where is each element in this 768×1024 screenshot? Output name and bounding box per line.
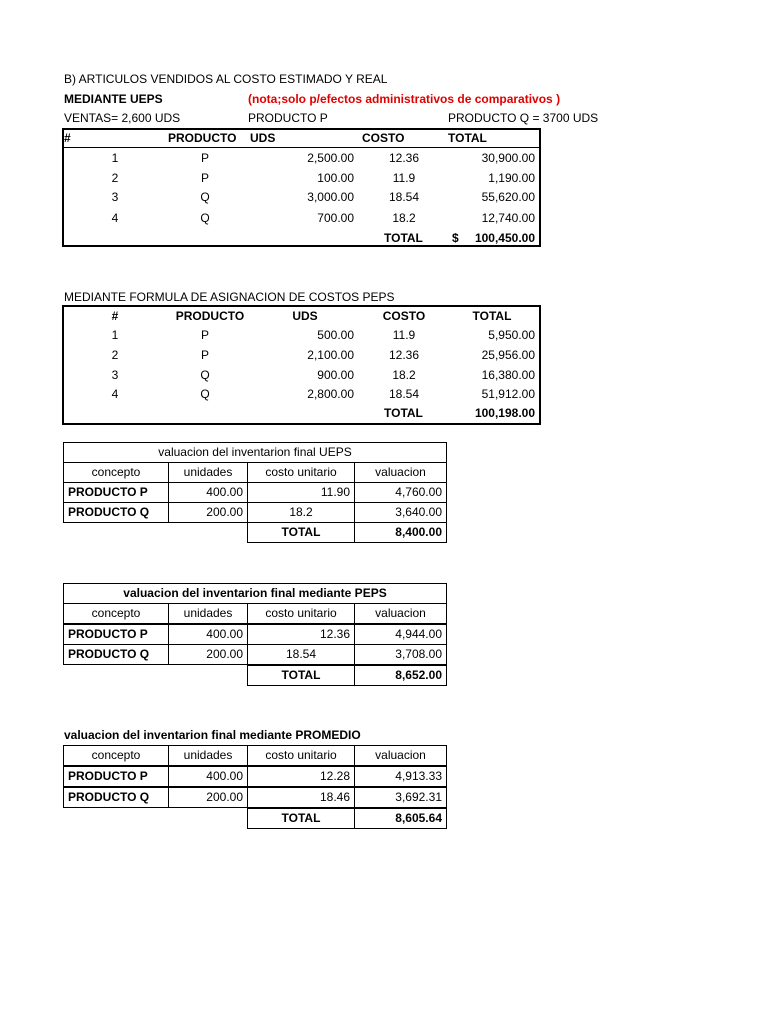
row-uds: 2,500.00 [307, 151, 354, 165]
admin-note: (nota;solo p/efectos administrativos de comparativos ) [248, 92, 561, 106]
row-total: 12,740.00 [481, 211, 535, 225]
total-value: 8,400.00 [354, 522, 447, 543]
row-costo-unitario: 18.2 [247, 502, 355, 523]
row-concepto: PRODUCTO Q [63, 502, 169, 523]
row-total: 51,912.00 [481, 387, 535, 401]
peps-header-producto: PRODUCTO [175, 309, 245, 323]
peps-total-label: TOTAL [384, 406, 423, 420]
row-concepto: PRODUCTO Q [63, 787, 169, 808]
row-costo-unitario: 18.54 [247, 644, 355, 665]
currency-symbol: $ [452, 231, 459, 245]
row-unidades: 200.00 [168, 502, 248, 523]
header-valuacion: valuacion [354, 462, 447, 483]
ueps-total-label: TOTAL [384, 231, 423, 245]
row-total: 1,190.00 [488, 171, 535, 185]
row-producto: Q [200, 368, 210, 382]
row-producto: P [200, 328, 209, 342]
ueps-header-uds: UDS [250, 131, 276, 145]
total-label: TOTAL [247, 665, 355, 686]
row-costo: 11.9 [392, 328, 416, 342]
row-number: 2 [111, 348, 119, 362]
row-total: 55,620.00 [481, 190, 535, 204]
row-costo: 18.2 [392, 368, 416, 382]
row-number: 3 [111, 368, 119, 382]
row-uds: 500.00 [317, 328, 354, 342]
row-uds: 900.00 [317, 368, 354, 382]
row-uds: 100.00 [317, 171, 354, 185]
header-valuacion: valuacion [354, 603, 447, 624]
header-unidades: unidades [168, 603, 248, 624]
row-uds: 2,800.00 [307, 387, 354, 401]
row-unidades: 400.00 [168, 766, 248, 787]
row-concepto: PRODUCTO P [63, 624, 169, 645]
row-producto: P [200, 151, 209, 165]
row-costo: 18.54 [388, 190, 420, 204]
row-unidades: 200.00 [168, 644, 248, 665]
row-producto: Q [200, 190, 210, 204]
row-total: 5,950.00 [488, 328, 535, 342]
row-number: 4 [111, 387, 119, 401]
row-number: 3 [111, 190, 119, 204]
row-uds: 2,100.00 [307, 348, 354, 362]
row-producto: P [200, 348, 209, 362]
row-concepto: PRODUCTO Q [63, 644, 169, 665]
ventas-label: VENTAS= 2,600 UDS [64, 111, 181, 125]
row-valuacion: 4,760.00 [354, 482, 447, 503]
inv-peps-title: valuacion del inventarion final mediante PEPS [63, 583, 447, 604]
ueps-total-value: 100,450.00 [474, 231, 535, 245]
row-total: 25,956.00 [481, 348, 535, 362]
ueps-header-num: # [64, 131, 71, 145]
peps-section-title: MEDIANTE FORMULA DE ASIGNACION DE COSTOS PEPS [64, 290, 395, 304]
row-unidades: 400.00 [168, 482, 248, 503]
producto-q-label: PRODUCTO Q = 3700 UDS [448, 111, 599, 125]
row-unidades: 400.00 [168, 624, 248, 645]
inv-promedio-title: valuacion del inventarion final mediante PROMEDIO [64, 728, 361, 742]
row-valuacion: 3,640.00 [354, 502, 447, 523]
method-ueps-label: MEDIANTE UEPS [64, 92, 163, 106]
row-valuacion: 3,692.31 [354, 787, 447, 808]
producto-p-label: PRODUCTO P [248, 111, 328, 125]
row-number: 1 [111, 328, 119, 342]
peps-header-uds: UDS [292, 309, 318, 323]
total-value: 8,652.00 [354, 665, 447, 686]
row-producto: Q [200, 387, 210, 401]
row-costo-unitario: 12.28 [247, 766, 355, 787]
row-valuacion: 4,913.33 [354, 766, 447, 787]
ueps-table [62, 128, 541, 247]
total-label: TOTAL [247, 522, 355, 543]
row-producto: Q [200, 211, 210, 225]
peps-header-total: TOTAL [472, 309, 512, 323]
row-uds: 700.00 [317, 211, 354, 225]
row-costo-unitario: 18.46 [247, 787, 355, 808]
ueps-header-costo: COSTO [362, 131, 405, 145]
row-valuacion: 4,944.00 [354, 624, 447, 645]
ueps-header-producto: PRODUCTO [168, 131, 237, 145]
row-number: 2 [111, 171, 119, 185]
header-costo-unitario: costo unitario [247, 745, 355, 766]
ueps-header-total: TOTAL [448, 131, 487, 145]
inv-ueps-title: valuacion del inventarion final UEPS [63, 442, 447, 463]
row-unidades: 200.00 [168, 787, 248, 808]
peps-header-num: # [111, 309, 119, 323]
row-number: 1 [111, 151, 119, 165]
row-concepto: PRODUCTO P [63, 482, 169, 503]
row-total: 16,380.00 [481, 368, 535, 382]
row-concepto: PRODUCTO P [63, 766, 169, 787]
row-producto: P [200, 171, 209, 185]
row-costo: 18.54 [388, 387, 420, 401]
peps-total-value: 100,198.00 [474, 406, 535, 420]
row-costo-unitario: 12.36 [247, 624, 355, 645]
document-title: B) ARTICULOS VENDIDOS AL COSTO ESTIMADO Y REAL [64, 72, 388, 86]
row-uds: 3,000.00 [307, 190, 354, 204]
row-valuacion: 3,708.00 [354, 644, 447, 665]
header-unidades: unidades [168, 745, 248, 766]
header-concepto: concepto [63, 462, 169, 483]
row-costo: 12.36 [388, 151, 420, 165]
row-costo: 12.36 [388, 348, 420, 362]
header-unidades: unidades [168, 462, 248, 483]
row-total: 30,900.00 [481, 151, 535, 165]
row-costo: 11.9 [392, 171, 416, 185]
row-number: 4 [111, 211, 119, 225]
header-concepto: concepto [63, 603, 169, 624]
header-costo-unitario: costo unitario [247, 603, 355, 624]
row-costo: 18.2 [392, 211, 416, 225]
header-concepto: concepto [63, 745, 169, 766]
header-costo-unitario: costo unitario [247, 462, 355, 483]
peps-header-costo: COSTO [382, 309, 426, 323]
total-value: 8,605.64 [354, 808, 447, 829]
row-costo-unitario: 11.90 [247, 482, 355, 503]
header-valuacion: valuacion [354, 745, 447, 766]
total-label: TOTAL [247, 808, 355, 829]
